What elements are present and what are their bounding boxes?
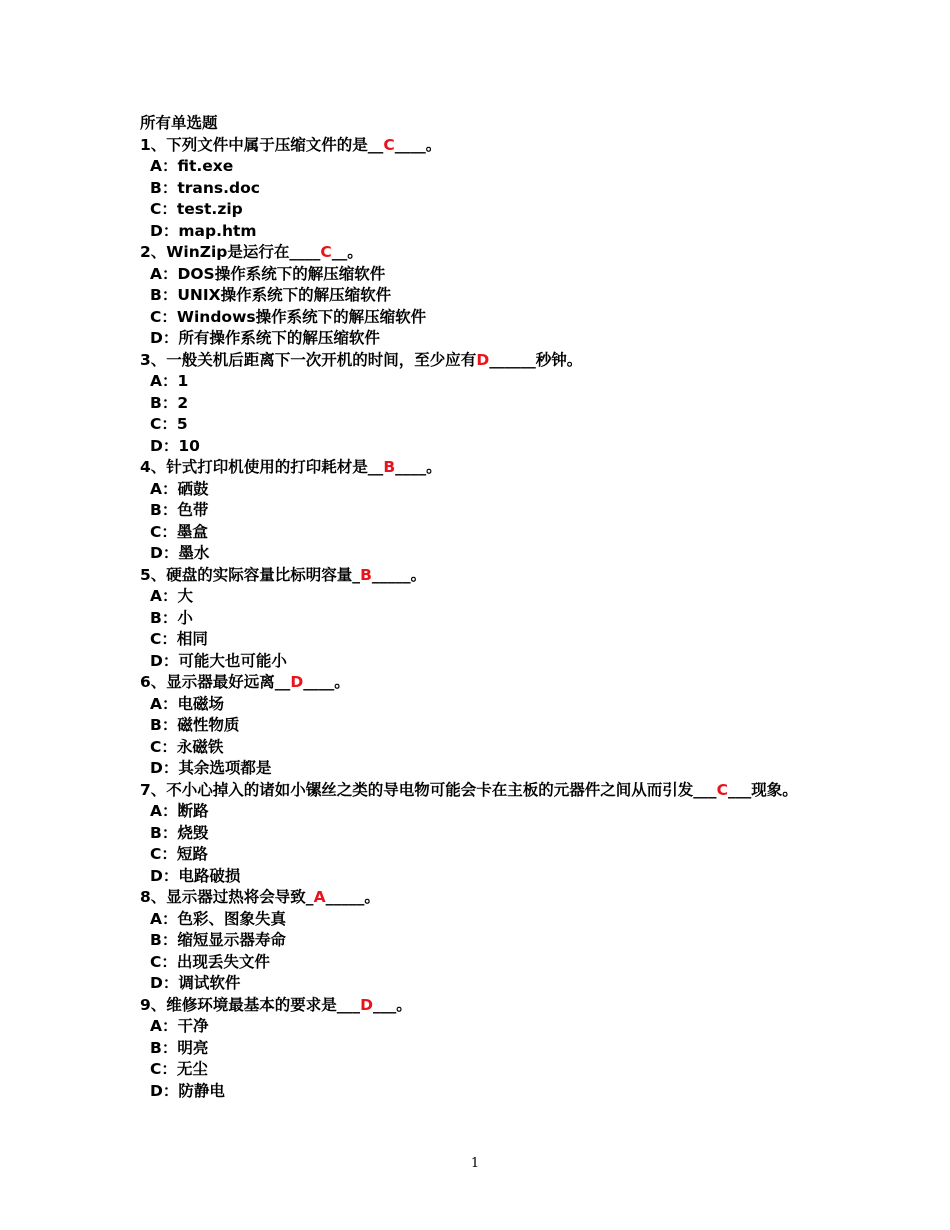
question-7 <box>140 780 860 888</box>
option-item: A：电磁场 <box>150 694 224 713</box>
option-item: D：电路破损 <box>150 866 241 885</box>
option-item: B：明亮 <box>150 1038 209 1057</box>
option-item: C：短路 <box>150 845 208 863</box>
option-item: B：缩短显示器寿命 <box>150 931 286 949</box>
option-item: B：trans.doc <box>150 178 260 197</box>
answer-mark: D <box>476 350 490 369</box>
option-item: C：5 <box>150 415 188 433</box>
question-number: 4 <box>140 458 151 476</box>
page-number: 1 <box>470 1156 480 1171</box>
option-item: C：Windows操作系统下的解压缩软件 <box>150 307 427 326</box>
option-item: C：无尘 <box>150 1060 208 1078</box>
answer-mark: A <box>313 888 326 906</box>
question-5 <box>140 565 860 673</box>
option-item: D：其余选项都是 <box>150 759 272 777</box>
question-number: 7 <box>140 780 151 799</box>
option-item: D：调试软件 <box>150 974 241 992</box>
option-item: D：防静电 <box>150 1081 225 1100</box>
question-text: 、一般关机后距离下一次开机的时间，至少应有 <box>150 350 477 369</box>
option-item: B：磁性物质 <box>150 716 240 734</box>
question-stem <box>140 780 860 802</box>
question-number: 5 <box>140 565 151 584</box>
question-blank-suffix: ___。 <box>372 995 412 1014</box>
question-3 <box>140 350 860 458</box>
option-item: B：2 <box>150 393 189 412</box>
question-text: 、WinZip是运行在____ <box>150 243 321 261</box>
question-9 <box>140 995 860 1103</box>
answer-mark: C <box>320 243 332 261</box>
question-text: 、硬盘的实际容量比标明容量_ <box>150 565 361 584</box>
option-item: C：永磁铁 <box>150 737 224 756</box>
question-blank-suffix: ______秒钟。 <box>489 350 583 369</box>
option-item: B：小 <box>150 608 193 627</box>
question-stem <box>140 350 860 372</box>
answer-mark: D <box>360 995 373 1014</box>
question-stem <box>140 672 860 694</box>
question-text: 、显示器最好远离__ <box>150 673 291 691</box>
option-item: A：硒鼓 <box>150 479 209 498</box>
question-number: 8 <box>140 888 151 906</box>
option-item: B：色带 <box>150 501 209 519</box>
question-6 <box>140 672 860 780</box>
option-item: A：干净 <box>150 1017 209 1035</box>
option-item: A：大 <box>150 587 193 605</box>
option-item: A：DOS操作系统下的解压缩软件 <box>150 264 386 283</box>
question-stem <box>140 457 860 479</box>
question-number: 6 <box>140 673 151 691</box>
question-number: 1 <box>140 135 151 154</box>
question-text: 、维修环境最基本的要求是___ <box>150 995 361 1014</box>
question-number: 9 <box>140 995 151 1014</box>
question-number: 3 <box>140 350 151 369</box>
option-item: A：断路 <box>150 802 209 820</box>
question-stem <box>140 135 860 157</box>
option-item: D：10 <box>150 436 200 455</box>
question-text: 、下列文件中属于压缩文件的是__ <box>150 135 384 154</box>
option-item: A：色彩、图象失真 <box>150 909 286 928</box>
question-blank-suffix: ___现象。 <box>727 780 798 799</box>
option-item: C：test.zip <box>150 200 243 218</box>
question-4 <box>140 457 860 565</box>
question-blank-suffix: ____。 <box>394 135 442 154</box>
option-item: D：可能大也可能小 <box>150 651 287 670</box>
option-item: A：fit.exe <box>150 157 234 175</box>
question-blank-suffix: _____。 <box>325 888 380 906</box>
question-blank-suffix: __。 <box>331 243 363 261</box>
question-list <box>140 113 860 1102</box>
option-item: C：出现丢失文件 <box>150 952 270 971</box>
question-number: 2 <box>140 243 151 261</box>
section-title: 所有单选题 <box>140 114 218 132</box>
option-item: C：相同 <box>150 630 208 648</box>
question-2 <box>140 242 860 350</box>
question-blank-suffix: ____。 <box>395 458 442 476</box>
answer-mark: D <box>290 673 304 691</box>
question-text: 、不小心掉入的诸如小镙丝之类的导电物可能会卡在主板的元器件之间从而引发___ <box>150 780 717 799</box>
answer-mark: B <box>383 458 396 476</box>
question-text: 、针式打印机使用的打印耗材是__ <box>150 458 384 476</box>
question-stem <box>140 242 860 264</box>
question-stem <box>140 887 860 909</box>
answer-mark: C <box>716 780 728 799</box>
option-item: A：1 <box>150 372 189 390</box>
question-blank-suffix: ____。 <box>303 673 350 691</box>
answer-mark: C <box>383 135 395 154</box>
option-item: D：墨水 <box>150 544 210 562</box>
question-8 <box>140 887 860 995</box>
question-stem <box>140 995 860 1017</box>
option-item: D：所有操作系统下的解压缩软件 <box>150 329 380 347</box>
question-text: 、显示器过热将会导致_ <box>150 888 314 906</box>
option-item: D：map.htm <box>150 221 257 240</box>
option-item: C：墨盒 <box>150 522 208 541</box>
question-1 <box>140 135 860 243</box>
question-stem <box>140 565 860 587</box>
question-blank-suffix: _____。 <box>371 565 427 584</box>
option-item: B：烧毁 <box>150 823 209 842</box>
option-item: B：UNIX操作系统下的解压缩软件 <box>150 286 392 304</box>
answer-mark: B <box>360 565 372 584</box>
questions-container <box>140 135 860 1103</box>
